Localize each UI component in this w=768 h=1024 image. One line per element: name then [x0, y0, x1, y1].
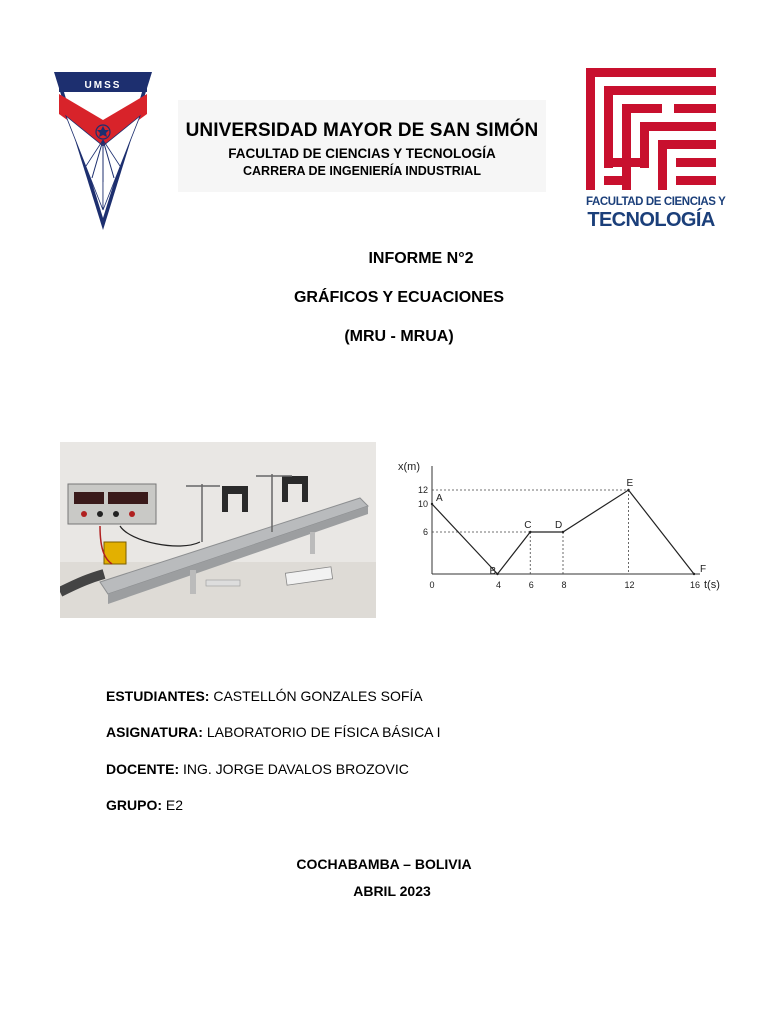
- report-number: INFORME N°2: [368, 250, 474, 267]
- y-tick-label: 12: [417, 485, 428, 495]
- umss-shield-icon: [52, 70, 154, 232]
- y-tick-label: 6: [422, 527, 428, 537]
- teacher-line: [106, 761, 409, 777]
- position-time-graph: [392, 456, 722, 602]
- point-label: C: [524, 520, 532, 531]
- x-tick-label: 8: [561, 580, 567, 590]
- x-axis-label: t(s): [704, 579, 720, 591]
- header: [178, 100, 546, 192]
- group-value: E2: [162, 797, 184, 813]
- students-line: [106, 688, 423, 704]
- subject-label: ASIGNATURA:: [106, 724, 203, 740]
- report-subtitle: (MRU - MRUA): [344, 328, 454, 345]
- fct-logo-line2: TECNOLOGÍA: [587, 209, 715, 231]
- position-time-chart: [392, 456, 722, 602]
- data-point: [693, 573, 695, 575]
- fct-logo: [586, 68, 726, 232]
- group-label: GRUPO:: [106, 797, 162, 813]
- x-tick-label: 6: [528, 580, 534, 590]
- students-value: CASTELLÓN GONZALES SOFÍA: [209, 688, 423, 704]
- point-label: F: [700, 564, 707, 575]
- point-label: B: [489, 566, 497, 577]
- career-name: CARRERA DE INGENIERÍA INDUSTRIAL: [243, 164, 481, 178]
- x-tick-label: 12: [624, 580, 635, 590]
- point-label: E: [626, 478, 634, 489]
- x-tick-label: 4: [495, 580, 502, 590]
- y-axis-label: x(m): [398, 461, 420, 473]
- air-track-photo: [60, 442, 376, 618]
- y-tick-label: 10: [417, 499, 428, 509]
- university-name: UNIVERSIDAD MAYOR DE SAN SIMÓN: [185, 120, 539, 141]
- group-line: [106, 797, 183, 813]
- subject-line: [106, 724, 441, 740]
- students-label: ESTUDIANTES:: [106, 688, 210, 704]
- data-point: [562, 531, 564, 533]
- footer-place: COCHABAMBA – BOLIVIA: [296, 856, 472, 872]
- fct-maze-icon: [586, 68, 716, 192]
- teacher-value: ING. JORGE DAVALOS BROZOVIC: [179, 761, 409, 777]
- umss-logo: [52, 70, 154, 232]
- x-tick-label: 16: [689, 580, 701, 590]
- fct-logo-line1: FACULTAD DE CIENCIAS Y: [586, 196, 726, 208]
- data-point: [627, 489, 629, 491]
- report-title: GRÁFICOS Y ECUACIONES: [293, 289, 505, 306]
- data-point: [496, 573, 498, 575]
- air-track-illustration: [60, 442, 376, 618]
- footer-date: ABRIL 2023: [353, 883, 431, 899]
- data-point: [431, 503, 433, 505]
- umss-logo-label: UMSS: [84, 80, 122, 91]
- teacher-label: DOCENTE:: [106, 761, 180, 777]
- faculty-name: FACULTAD DE CIENCIAS Y TECNOLOGÍA: [228, 146, 496, 161]
- subject-value: LABORATORIO DE FÍSICA BÁSICA I: [202, 724, 441, 740]
- x-tick-label: 0: [429, 580, 435, 590]
- point-label: D: [555, 520, 563, 531]
- data-point: [529, 531, 531, 533]
- point-label: A: [436, 493, 443, 504]
